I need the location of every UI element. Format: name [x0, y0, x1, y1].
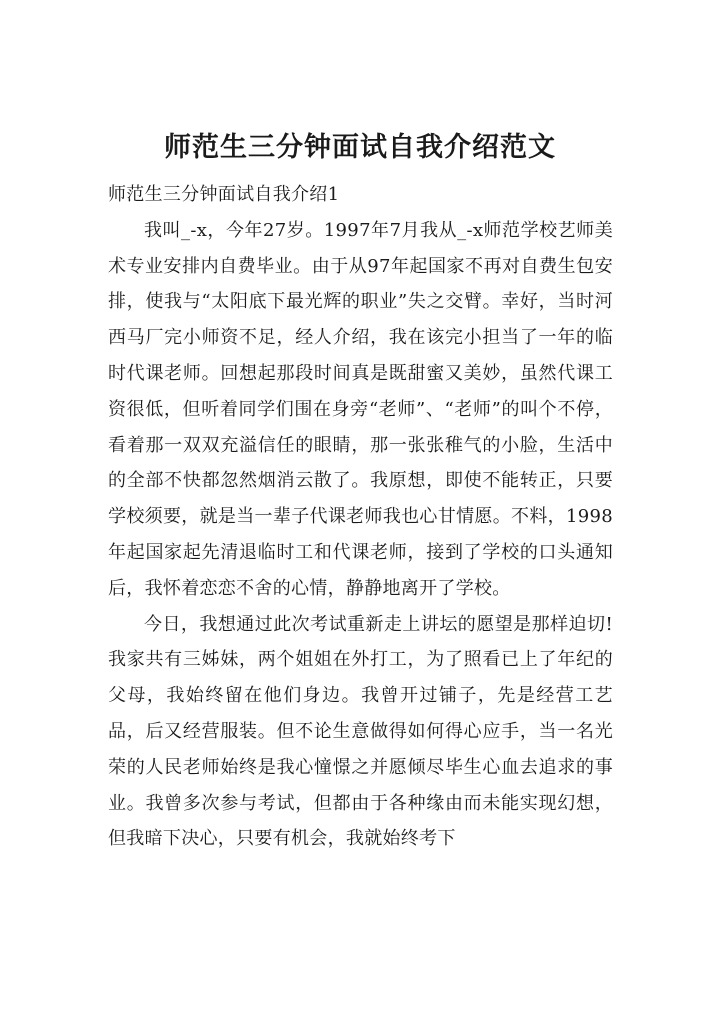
paragraph-1: 我叫_-x，今年27岁。1997年7月我从_-x师范学校艺师美术专业安排内自费毕业。由于从97年起国家不再对自费生包安排，使我与“太阳底下最光辉的职业”失之交臂。幸好，当时河西马厂完小师资不足，经人介绍，我在该完小担当了一年的临时代课老师。回想起那段时间真是既甜蜜又美妙，虽然代课工资很低，但听着同学们围在身旁“老师”、“老师”的叫个不停，看着那一双双充溢信任的眼睛，那一张张稚气的小脸，生活中的全部不快都忽然烟消云散了。我原想，即使不能转正，只要学校须要，就是当一辈子代课老师我也心甘情愿。不料，1998年起国家起先清退临时工和代课老师，接到了学校的口头通知后，我怀着恋恋不舍的心情，静静地离开了学校。	[108, 219, 613, 599]
section-heading: 师范生三分钟面试自我介绍1	[108, 184, 340, 205]
document-title: 师范生三分钟面试自我介绍范文	[164, 132, 556, 164]
document-body	[108, 177, 613, 857]
paragraph-2: 今日，我想通过此次考试重新走上讲坛的愿望是那样迫切!我家共有三姊妹，两个姐姐在外打工，为了照看已上了年纪的父母，我始终留在他们身边。我曾开过铺子，先是经营工艺品，后又经营服装。但不论生意做得如何得心应手，当一名光荣的人民老师始终是我心憧憬之并愿倾尽毕生心血去追求的事业。我曾多次参与考试，但都由于各种缘由而未能实现幻想，但我暗下决心，只要有机会，我就始终考下	[108, 613, 613, 850]
